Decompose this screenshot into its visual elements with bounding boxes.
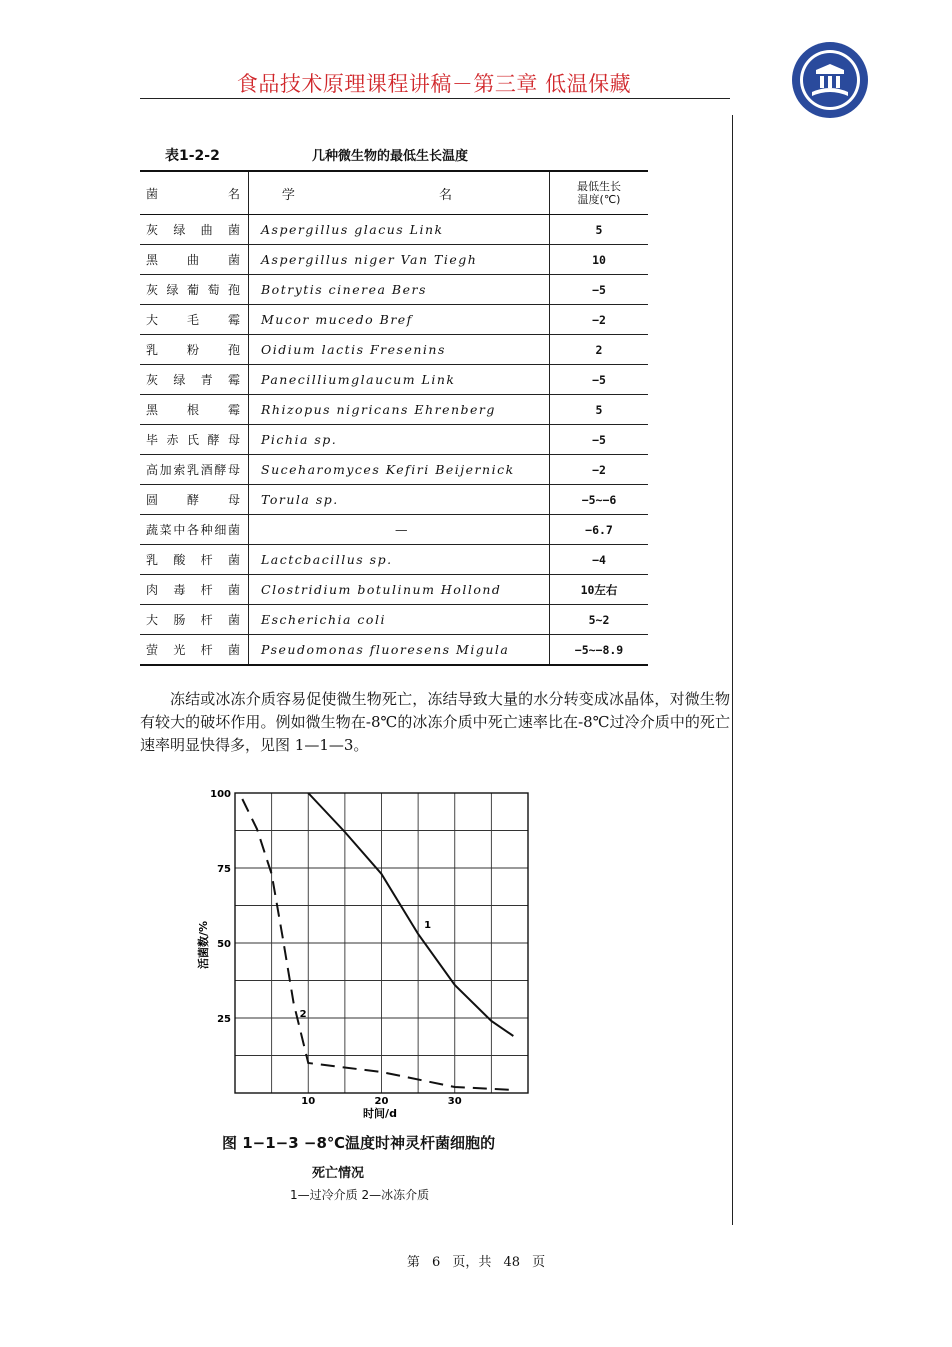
cell-scientific-name: Pichia sp. <box>249 425 550 455</box>
series-label-1: 1 <box>424 920 432 931</box>
margin-rule <box>732 115 733 1225</box>
body-paragraph: 冻结或冰冻介质容易促使微生物死亡，冻结导致大量的水分转变成冰晶体，对微生物有较大的破坏作用。例如微生物在-8℃的冰冻介质中死亡速率比在-8℃过冷介质中的死亡速率明显快得多，见图 1—1—3。 <box>140 690 730 754</box>
header-min-temp <box>550 171 649 215</box>
table-header-row <box>140 171 648 215</box>
table-row <box>140 635 648 666</box>
chart-axes <box>210 789 528 1107</box>
cell-name: 圆酵母 <box>140 485 249 515</box>
cell-scientific-name: — <box>249 515 550 545</box>
header-divider <box>140 98 730 99</box>
cell-name: 毕赤氏酵母 <box>140 425 249 455</box>
table-row <box>140 245 648 275</box>
table-row <box>140 515 648 545</box>
cell-scientific-name: Aspergillus glacus Link <box>249 215 550 245</box>
university-seal-icon <box>790 40 870 120</box>
cell-min-temp: −5 <box>550 425 649 455</box>
cell-min-temp: 2 <box>550 335 649 365</box>
table-row <box>140 605 648 635</box>
series-line-2 <box>242 799 513 1090</box>
header-name: 菌 名 <box>140 171 249 215</box>
figure-caption: 图 1−1−3 −8℃温度时神灵杆菌细胞的 <box>222 1134 496 1152</box>
y-tick-label: 50 <box>217 939 231 950</box>
table-row <box>140 425 648 455</box>
cell-scientific-name: Suceharomyces Kefiri Beijernick <box>249 455 550 485</box>
chart-series <box>242 793 513 1090</box>
cell-name: 大毛霉 <box>140 305 249 335</box>
table-number: 表1-2-2 <box>165 148 220 164</box>
chart-grid <box>235 793 528 1093</box>
cell-min-temp: −2 <box>550 455 649 485</box>
cell-name: 黑根霉 <box>140 395 249 425</box>
cell-scientific-name: Torula sp. <box>249 485 550 515</box>
y-tick-label: 100 <box>210 789 231 800</box>
cell-min-temp: 10左右 <box>550 575 649 605</box>
table-caption: 几种微生物的最低生长温度 <box>312 149 469 164</box>
header-scientific-name: 学 名 <box>249 171 550 215</box>
y-tick-label: 75 <box>217 864 231 875</box>
cell-min-temp: −2 <box>550 305 649 335</box>
table-row <box>140 305 648 335</box>
cell-name: 灰绿曲菌 <box>140 215 249 245</box>
cell-min-temp: −6.7 <box>550 515 649 545</box>
table-row <box>140 455 648 485</box>
figure-caption-line2: 死亡情况 <box>312 1166 365 1181</box>
figure-legend: 1—过冷介质 2—冰冻介质 <box>290 1188 430 1202</box>
series-line-1 <box>308 793 513 1036</box>
y-tick-label: 25 <box>217 1014 231 1025</box>
cell-min-temp: 5 <box>550 215 649 245</box>
cell-name: 高加索乳酒酵母 <box>140 455 249 485</box>
table-row <box>140 575 648 605</box>
cell-min-temp: −5∼−8.9 <box>550 635 649 666</box>
table-row <box>140 395 648 425</box>
cell-scientific-name: Clostridium botulinum Hollond <box>249 575 550 605</box>
cell-scientific-name: Rhizopus nigricans Ehrenberg <box>249 395 550 425</box>
cell-name: 肉毒杆菌 <box>140 575 249 605</box>
table-row <box>140 275 648 305</box>
cell-scientific-name: Mucor mucedo Bref <box>249 305 550 335</box>
cell-min-temp: 10 <box>550 245 649 275</box>
cell-scientific-name: Lactcbacillus sp. <box>249 545 550 575</box>
table-row <box>140 335 648 365</box>
cell-scientific-name: Panecilliumglaucum Link <box>249 365 550 395</box>
cell-min-temp: −5∼−6 <box>550 485 649 515</box>
page-header-title: 食品技术原理课程讲稿－第三章 低温保藏 <box>236 72 632 96</box>
cell-name: 大肠杆菌 <box>140 605 249 635</box>
table-row <box>140 215 648 245</box>
cell-name: 灰绿青霉 <box>140 365 249 395</box>
x-tick-label: 10 <box>301 1096 316 1107</box>
x-axis-label: 时间/d <box>363 1107 397 1120</box>
cell-name: 灰绿葡萄孢 <box>140 275 249 305</box>
header-min-temp-line2: 温度(℃) <box>577 193 621 206</box>
cell-min-temp: −5 <box>550 365 649 395</box>
cell-scientific-name: Escherichia coli <box>249 605 550 635</box>
header-min-temp-line1: 最低生长 <box>577 180 621 193</box>
cell-name: 乳酸杆菌 <box>140 545 249 575</box>
cell-scientific-name: Pseudomonas fluoresens Migula <box>249 635 550 666</box>
x-tick-label: 30 <box>447 1096 462 1107</box>
cell-scientific-name: Aspergillus niger Van Tiegh <box>249 245 550 275</box>
series-label-2: 2 <box>299 1009 307 1020</box>
x-tick-label: 20 <box>374 1096 389 1107</box>
cell-name: 黑曲菌 <box>140 245 249 275</box>
cell-name: 乳粉孢 <box>140 335 249 365</box>
page-footer: 第 6 页，共 48 页 <box>406 1255 546 1270</box>
table-row <box>140 545 648 575</box>
microbe-temperature-table <box>140 170 648 666</box>
table-row <box>140 365 648 395</box>
cell-name: 萤光杆菌 <box>140 635 249 666</box>
cell-scientific-name: Oidium lactis Fresenins <box>249 335 550 365</box>
cell-scientific-name: Botrytis cinerea Bers <box>249 275 550 305</box>
cell-min-temp: −4 <box>550 545 649 575</box>
table-row <box>140 485 648 515</box>
y-axis-label: 活菌数/% <box>197 920 210 970</box>
cell-name: 蔬菜中各种细菌 <box>140 515 249 545</box>
cell-min-temp: 5∼2 <box>550 605 649 635</box>
cell-min-temp: 5 <box>550 395 649 425</box>
cell-min-temp: −5 <box>550 275 649 305</box>
